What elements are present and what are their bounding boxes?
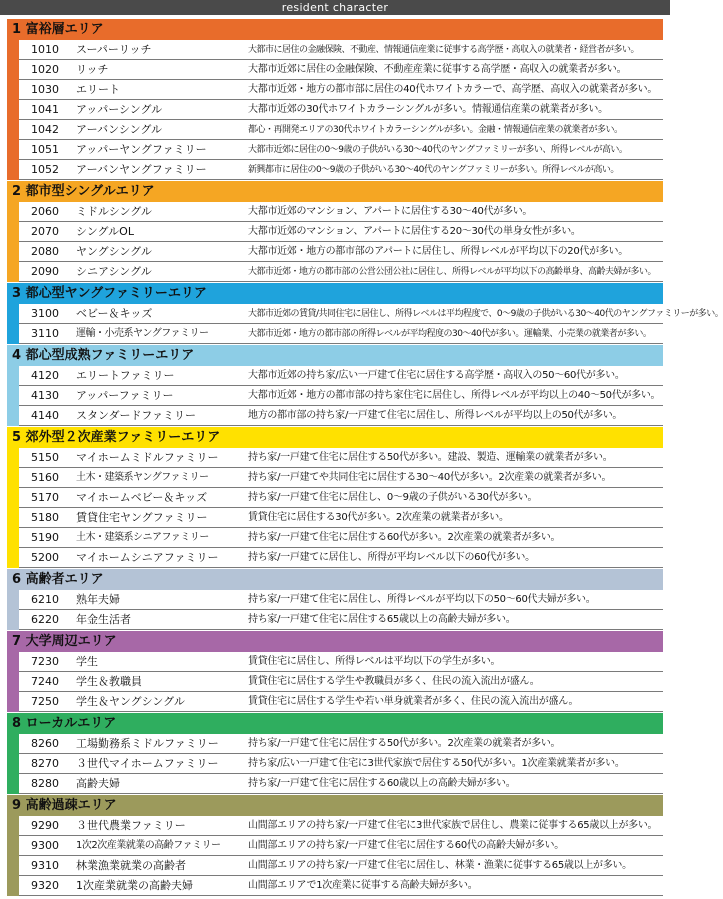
segment-description: 持ち家/一戸建て住宅に居住する50代が多い。2次産業の就業者が多い。 — [248, 738, 561, 749]
table-row — [19, 448, 663, 468]
group-color-strip — [7, 448, 19, 568]
segment-code: 7240 — [31, 675, 59, 688]
segment-description: 持ち家/一戸建て住宅に居住する65歳以上の高齢夫婦が多い。 — [248, 614, 516, 625]
segment-description: 山間部エリアで1次産業に従事する高齢夫婦が多い。 — [248, 880, 478, 891]
table-row — [19, 816, 663, 836]
segment-name: 賃貸住宅ヤングファミリー — [76, 511, 208, 524]
page-title: resident character — [0, 0, 670, 15]
table-row — [19, 140, 663, 160]
segment-code: 4140 — [31, 409, 59, 422]
segment-description: 持ち家/一戸建てに居住し、所得が平均レベル以下の60代が多い。 — [248, 552, 535, 563]
segment-name: マイホームシニアファミリー — [76, 551, 219, 564]
group-header: 2 都市型シングルエリア — [7, 181, 663, 202]
table-row — [19, 100, 663, 120]
table-row — [19, 366, 663, 386]
segment-code: 8270 — [31, 757, 59, 770]
segment-code: 1041 — [31, 103, 59, 116]
segment-description: 新興都市に居住の0〜9歳の子供がいる30〜40代のヤングファミリーが多い。所得レベルが高い。 — [248, 165, 619, 175]
table-row — [19, 60, 663, 80]
segment-description: 山間部エリアの持ち家/一戸建て住宅に居住する60代の高齢夫婦が多い。 — [248, 840, 564, 851]
table-row — [19, 774, 663, 794]
segment-code: 1051 — [31, 143, 59, 156]
table-row — [19, 734, 663, 754]
group-color-strip — [7, 590, 19, 630]
segment-name: エリート — [76, 83, 120, 96]
segment-name: 年金生活者 — [76, 613, 131, 626]
segment-name: アッパーファミリー — [76, 389, 174, 402]
segment-description: 持ち家/一戸建て住宅に居住し、所得レベルが平均以下の50〜60代夫婦が多い。 — [248, 594, 596, 605]
table-row — [19, 324, 663, 344]
segment-code: 1030 — [31, 83, 59, 96]
table-row — [19, 652, 663, 672]
segment-name: アッパーヤングファミリー — [76, 143, 207, 156]
table-row — [19, 202, 663, 222]
table-row — [19, 508, 663, 528]
segment-code: 9310 — [31, 859, 59, 872]
table-row — [19, 242, 663, 262]
table-row — [19, 120, 663, 140]
group-header: 9 高齢過疎エリア — [7, 795, 663, 816]
table-row — [19, 386, 663, 406]
segment-description: 持ち家/一戸建て住宅に居住し、0〜9歳の子供がいる30代が多い。 — [248, 492, 538, 503]
table-row — [19, 856, 663, 876]
segment-description: 地方の都市部の持ち家/一戸建て住宅に居住し、所得レベルが平均以上の50代が多い。 — [248, 410, 623, 421]
segment-name: 土木・建築系シニアファミリー — [76, 532, 209, 543]
segment-code: 5190 — [31, 531, 59, 544]
segment-description: 大都市近郊・地方の都市部の持ち家住宅に居住し、所得レベルが平均以上の40〜50代が多い。 — [248, 390, 661, 401]
segment-code: 6210 — [31, 593, 59, 606]
table-row — [19, 406, 663, 426]
group-color-strip — [7, 652, 19, 712]
segment-name: ミドルシングル — [76, 205, 152, 218]
segment-code: 2060 — [31, 205, 59, 218]
segment-name: スタンダードファミリー — [76, 409, 197, 422]
group-header: 7 大学周辺エリア — [7, 631, 663, 652]
segment-description: 大都市に居住の金融保険、不動産、情報通信産業に従事する高学歴・高収入の就業者・経営者が多い。 — [248, 45, 640, 55]
segment-code: 7250 — [31, 695, 59, 708]
segment-name: 1次2次産業就業の高齢ファミリー — [76, 840, 221, 851]
group-color-strip — [7, 366, 19, 426]
group-header: 4 都心型成熟ファミリーエリア — [7, 345, 663, 366]
segment-name: 熟年夫婦 — [76, 593, 120, 606]
table-row — [19, 836, 663, 856]
segment-code: 3100 — [31, 307, 59, 320]
segment-name: ベビー＆キッズ — [76, 307, 153, 320]
group-color-strip — [7, 734, 19, 794]
segment-code: 2070 — [31, 225, 59, 238]
table-row — [19, 610, 663, 630]
segment-name: 工場勤務系ミドルファミリー — [76, 737, 219, 750]
segment-name: シニアシングル — [76, 265, 152, 278]
segment-code: 5180 — [31, 511, 59, 524]
group-color-strip — [7, 816, 19, 896]
segment-description: 賃貸住宅に居住し、所得レベルは平均以下の学生が多い。 — [248, 656, 501, 667]
segment-description: 持ち家/広い一戸建て住宅に3世代家族で居住する50代が多い。1次産業就業者が多い。 — [248, 758, 625, 769]
table-row — [19, 672, 663, 692]
segment-code: 1020 — [31, 63, 59, 76]
group-color-strip — [7, 40, 19, 180]
segment-code: 4120 — [31, 369, 59, 382]
table-row — [19, 754, 663, 774]
table-row — [19, 528, 663, 548]
table-row — [19, 304, 723, 324]
segment-code: 1052 — [31, 163, 59, 176]
segment-code: 3110 — [31, 327, 59, 340]
segment-name: アッパーシングル — [76, 103, 163, 116]
table-row — [19, 876, 663, 896]
segment-code: 2090 — [31, 265, 59, 278]
segment-description: 持ち家/一戸建て住宅に居住する60歳以上の高齢夫婦が多い。 — [248, 778, 516, 789]
segment-description: 持ち家/一戸建て住宅に居住する60代が多い。2次産業の就業者が多い。 — [248, 532, 561, 543]
segment-name: 学生 — [76, 655, 98, 668]
segment-name: アーバンシングル — [76, 123, 163, 136]
segment-name: スーパーリッチ — [76, 43, 152, 56]
segment-description: 都心・再開発エリアの30代ホワイトカラーシングルが多い。金融・情報通信産業の就業者が多い。 — [248, 125, 623, 135]
segment-description: 大都市近郊のマンション、アパートに居住する30〜40代が多い。 — [248, 206, 533, 217]
table-row — [19, 40, 663, 60]
segment-code: 5200 — [31, 551, 59, 564]
segment-name: 土木・建築系ヤングファミリー — [76, 472, 209, 483]
segment-code: 6220 — [31, 613, 59, 626]
segment-description: 大都市近郊に居住の0〜9歳の子供がいる30〜40代のヤングファミリーが多い、所得レベルが高い。 — [248, 145, 628, 155]
group-header: 1 富裕層エリア — [7, 19, 663, 40]
segment-description: 大都市近郊・地方の都市部に居住の40代ホワイトカラーで、高学歴、高収入の就業者が多い。 — [248, 84, 658, 95]
segment-name: 高齢夫婦 — [76, 777, 120, 790]
segment-name: エリートファミリー — [76, 369, 175, 382]
segment-code: 8280 — [31, 777, 59, 790]
segment-description: 大都市近郊の30代ホワイトカラーシングルが多い。情報通信産業の就業者が多い。 — [248, 104, 608, 115]
table-row — [19, 80, 663, 100]
segment-code: 1010 — [31, 43, 59, 56]
group-header: 8 ローカルエリア — [7, 713, 663, 734]
segment-description: 持ち家/一戸建てや共同住宅に居住する30〜40代が多い。2次産業の就業者が多い。 — [248, 472, 612, 483]
segment-name: 1次産業就業の高齢夫婦 — [76, 879, 193, 892]
segment-name: ３世代農業ファミリー — [76, 819, 186, 832]
segment-name: アーバンヤングファミリー — [76, 163, 207, 176]
table-row — [19, 160, 663, 180]
segment-description: 山間部エリアの持ち家/一戸建て住宅に3世代家族で居住し、農業に従事する65歳以上が多い。 — [248, 820, 658, 831]
segment-description: 持ち家/一戸建て住宅に居住する50代が多い。建設、製造、運輸業の就業者が多い。 — [248, 452, 613, 463]
table-row — [19, 468, 663, 488]
segment-name: マイホームベビー＆キッズ — [76, 491, 208, 504]
segment-description: 賃貸住宅に居住する30代が多い。2次産業の就業者が多い。 — [248, 512, 509, 523]
segment-description: 大都市近郊の持ち家/広い一戸建て住宅に居住する高学歴・高収入の50〜60代が多い。 — [248, 370, 625, 381]
segment-description: 大都市近郊のマンション、アパートに居住する20〜30代の単身女性が多い。 — [248, 226, 581, 237]
segment-description: 大都市近郊の賃貸/共同住宅に居住し、所得レベルは平均程度で、0〜9歳の子供がいる30〜40代のヤングファミリーが多い。 — [248, 309, 723, 319]
table-row — [19, 262, 663, 282]
segment-name: 林業漁業就業の高齢者 — [76, 859, 186, 872]
segment-description: 大都市近郊・地方の都市部の公営公団公社に居住し、所得レベルが平均以下の高齢単身、高齢夫婦が多い。 — [248, 267, 657, 277]
segment-code: 2080 — [31, 245, 59, 258]
table-row — [19, 692, 663, 712]
table-row — [19, 488, 663, 508]
segment-description: 賃貸住宅に居住する学生や教職員が多く、住民の流入流出が盛ん。 — [248, 676, 540, 687]
table-row — [19, 222, 663, 242]
segment-name: ３世代マイホームファミリー — [76, 757, 219, 770]
segment-description: 大都市近郊に居住の金融保険、不動産産業に従事する高学歴・高収入の就業者が多い。 — [248, 64, 627, 75]
group-header: 6 高齢者エリア — [7, 569, 663, 590]
segment-name: 学生＆教職員 — [76, 675, 142, 688]
segment-code: 5170 — [31, 491, 59, 504]
group-color-strip — [7, 202, 19, 282]
segment-description: 大都市近郊・地方の都市部の所得レベルが平均程度の30〜40代が多い。運輸業、小売業の就業者が多い。 — [248, 329, 652, 339]
table-row — [19, 548, 663, 568]
segment-code: 1042 — [31, 123, 59, 136]
segment-name: シングルOL — [76, 225, 134, 238]
group-color-strip — [7, 304, 19, 344]
segment-description: 山間部エリアの持ち家/一戸建て住宅に居住し、林業・漁業に従事する65歳以上が多い。 — [248, 860, 632, 871]
segment-description: 賃貸住宅に居住する学生や若い単身就業者が多く、住民の流入流出が盛ん。 — [248, 696, 579, 707]
segment-code: 5160 — [31, 471, 59, 484]
segment-code: 7230 — [31, 655, 59, 668]
group-header: 3 都心型ヤングファミリーエリア — [7, 283, 663, 304]
segment-code: 5150 — [31, 451, 59, 464]
segment-name: 学生＆ヤングシングル — [76, 695, 185, 708]
segment-name: ヤングシングル — [76, 245, 152, 258]
segment-code: 9320 — [31, 879, 59, 892]
segment-name: リッチ — [76, 63, 109, 76]
segment-name: マイホームミドルファミリー — [76, 451, 219, 464]
group-header: 5 郊外型２次産業ファミリーエリア — [7, 427, 663, 448]
segment-code: 9300 — [31, 839, 59, 852]
segment-code: 8260 — [31, 737, 59, 750]
segment-description: 大都市近郊・地方の都市部のアパートに居住し、所得レベルが平均以下の20代が多い。 — [248, 246, 628, 257]
table-row — [19, 590, 663, 610]
segment-code: 4130 — [31, 389, 59, 402]
segment-name: 運輸・小売系ヤングファミリー — [76, 328, 209, 339]
segment-code: 9290 — [31, 819, 59, 832]
